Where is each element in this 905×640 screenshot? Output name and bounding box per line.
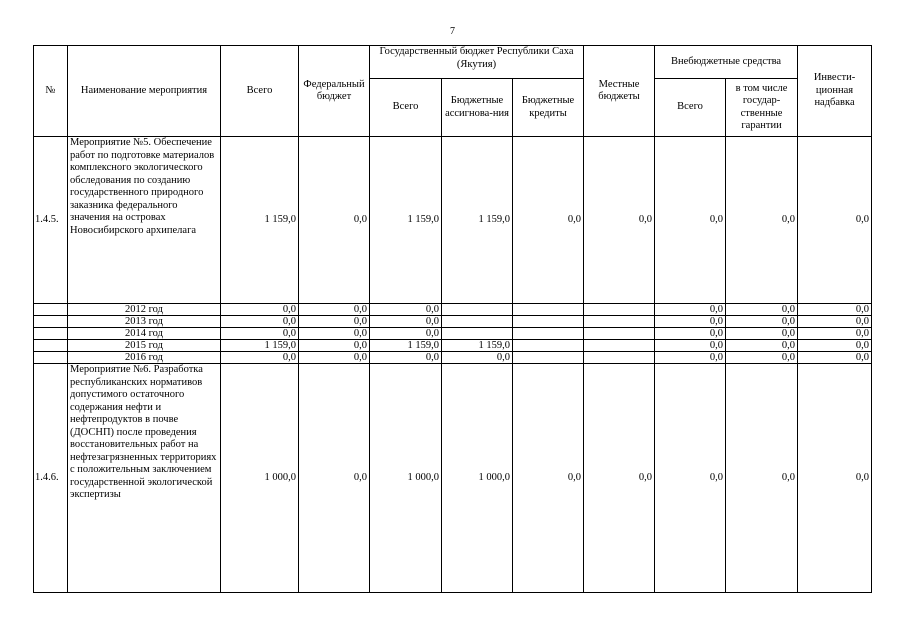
- header-federal: Федеральный бюджет: [299, 46, 370, 137]
- cell-total: 1 000,0: [221, 364, 299, 593]
- header-local: Местные бюджеты: [584, 46, 655, 137]
- cell-state-assign: 1 159,0: [442, 137, 513, 304]
- cell-state-total: 0,0: [370, 304, 442, 316]
- cell-extra-total: 0,0: [655, 316, 726, 328]
- cell-total: 1 159,0: [221, 137, 299, 304]
- year-label: 2015 год: [68, 340, 221, 352]
- cell-state-credit: [513, 316, 584, 328]
- header-extra-total: Всего: [655, 79, 726, 137]
- cell-extra-guarantee: 0,0: [726, 340, 798, 352]
- table-row-year: [34, 304, 872, 316]
- row-index: 1.4.6.: [34, 364, 68, 593]
- cell-state-credit: 0,0: [513, 364, 584, 593]
- cell-state-total: 0,0: [370, 352, 442, 364]
- cell-extra-guarantee: 0,0: [726, 316, 798, 328]
- cell-extra-guarantee: 0,0: [726, 328, 798, 340]
- cell-total: 0,0: [221, 352, 299, 364]
- table-row-year: [34, 316, 872, 328]
- table-row: [34, 364, 872, 593]
- cell-federal: 0,0: [299, 316, 370, 328]
- header-invest: Инвести-ционная надбавка: [798, 46, 872, 137]
- cell-federal: 0,0: [299, 340, 370, 352]
- cell-total: 0,0: [221, 304, 299, 316]
- year-label: 2013 год: [68, 316, 221, 328]
- cell-invest: 0,0: [798, 328, 872, 340]
- header-state-assign: Бюджетные ассигнова-ния: [442, 79, 513, 137]
- cell-total: 0,0: [221, 316, 299, 328]
- row-name: Мероприятие №6. Разработка республиканских нормативов допустимого остаточного содержания нефти и нефтепродуктов в почве (ДОСНП) после проведения восстановительных работ на нефтезагрязненных территориях с положительным заключением государственной экологической экспертизы: [68, 364, 221, 593]
- cell-extra-total: 0,0: [655, 352, 726, 364]
- cell-extra-guarantee: 0,0: [726, 364, 798, 593]
- cell-extra-total: 0,0: [655, 364, 726, 593]
- header-num: №: [34, 46, 68, 137]
- cell-total: 0,0: [221, 328, 299, 340]
- year-label: 2012 год: [68, 304, 221, 316]
- year-label: 2016 год: [68, 352, 221, 364]
- cell-state-credit: [513, 352, 584, 364]
- year-label: 2014 год: [68, 328, 221, 340]
- cell-local: 0,0: [584, 137, 655, 304]
- cell-state-assign: 1 000,0: [442, 364, 513, 593]
- cell-invest: 0,0: [798, 364, 872, 593]
- table-container: [33, 45, 873, 612]
- cell-federal: 0,0: [299, 364, 370, 593]
- cell-local: [584, 316, 655, 328]
- cell-state-credit: [513, 304, 584, 316]
- cell-local: [584, 352, 655, 364]
- cell-state-total: 1 159,0: [370, 137, 442, 304]
- table-row-year: [34, 328, 872, 340]
- cell-state-total: 0,0: [370, 328, 442, 340]
- cell-invest: 0,0: [798, 137, 872, 304]
- cell-invest: 0,0: [798, 316, 872, 328]
- cell-extra-total: 0,0: [655, 340, 726, 352]
- cell-state-credit: [513, 340, 584, 352]
- header-total: Всего: [221, 46, 299, 137]
- cell-state-assign: [442, 304, 513, 316]
- table-header: [34, 46, 872, 137]
- cell-state-total: 1 159,0: [370, 340, 442, 352]
- cell-invest: 0,0: [798, 352, 872, 364]
- table-body: [34, 137, 872, 593]
- cell-extra-total: 0,0: [655, 137, 726, 304]
- cell-state-total: 1 000,0: [370, 364, 442, 593]
- row-name: Мероприятие №5. Обеспечение работ по подготовке материалов комплексного экологического обследования по созданию государственного природного заказника федерального значения на островах Новосибирского архипелага: [68, 137, 221, 304]
- row-index: 1.4.5.: [34, 137, 68, 304]
- cell-state-assign: 1 159,0: [442, 340, 513, 352]
- header-state-budget: Государственный бюджет Республики Саха (Якутия): [370, 46, 584, 79]
- cell-extra-total: 0,0: [655, 328, 726, 340]
- header-extra-guarantee: в том числе государ-ственные гарантии: [726, 79, 798, 137]
- cell-state-assign: [442, 328, 513, 340]
- page-number: 7: [450, 26, 455, 37]
- cell-federal: 0,0: [299, 352, 370, 364]
- table-row-year: [34, 340, 872, 352]
- cell-local: 0,0: [584, 364, 655, 593]
- cell-invest: 0,0: [798, 304, 872, 316]
- cell-invest: 0,0: [798, 340, 872, 352]
- header-state-total: Всего: [370, 79, 442, 137]
- cell-state-assign: 0,0: [442, 352, 513, 364]
- cell-federal: 0,0: [299, 304, 370, 316]
- cell-total: 1 159,0: [221, 340, 299, 352]
- table-row-year: [34, 352, 872, 364]
- cell-federal: 0,0: [299, 137, 370, 304]
- cell-extra-guarantee: 0,0: [726, 352, 798, 364]
- header-extra-budget: Внебюджетные средства: [655, 46, 798, 79]
- cell-state-assign: [442, 316, 513, 328]
- header-state-credit: Бюджетные кредиты: [513, 79, 584, 137]
- cell-local: [584, 340, 655, 352]
- cell-local: [584, 304, 655, 316]
- cell-federal: 0,0: [299, 328, 370, 340]
- cell-extra-guarantee: 0,0: [726, 304, 798, 316]
- header-name: Наименование мероприятия: [68, 46, 221, 137]
- table-row: [34, 137, 872, 304]
- cell-extra-total: 0,0: [655, 304, 726, 316]
- cell-local: [584, 328, 655, 340]
- cell-extra-guarantee: 0,0: [726, 137, 798, 304]
- cell-state-total: 0,0: [370, 316, 442, 328]
- budget-table: [33, 45, 872, 593]
- cell-state-credit: [513, 328, 584, 340]
- cell-state-credit: 0,0: [513, 137, 584, 304]
